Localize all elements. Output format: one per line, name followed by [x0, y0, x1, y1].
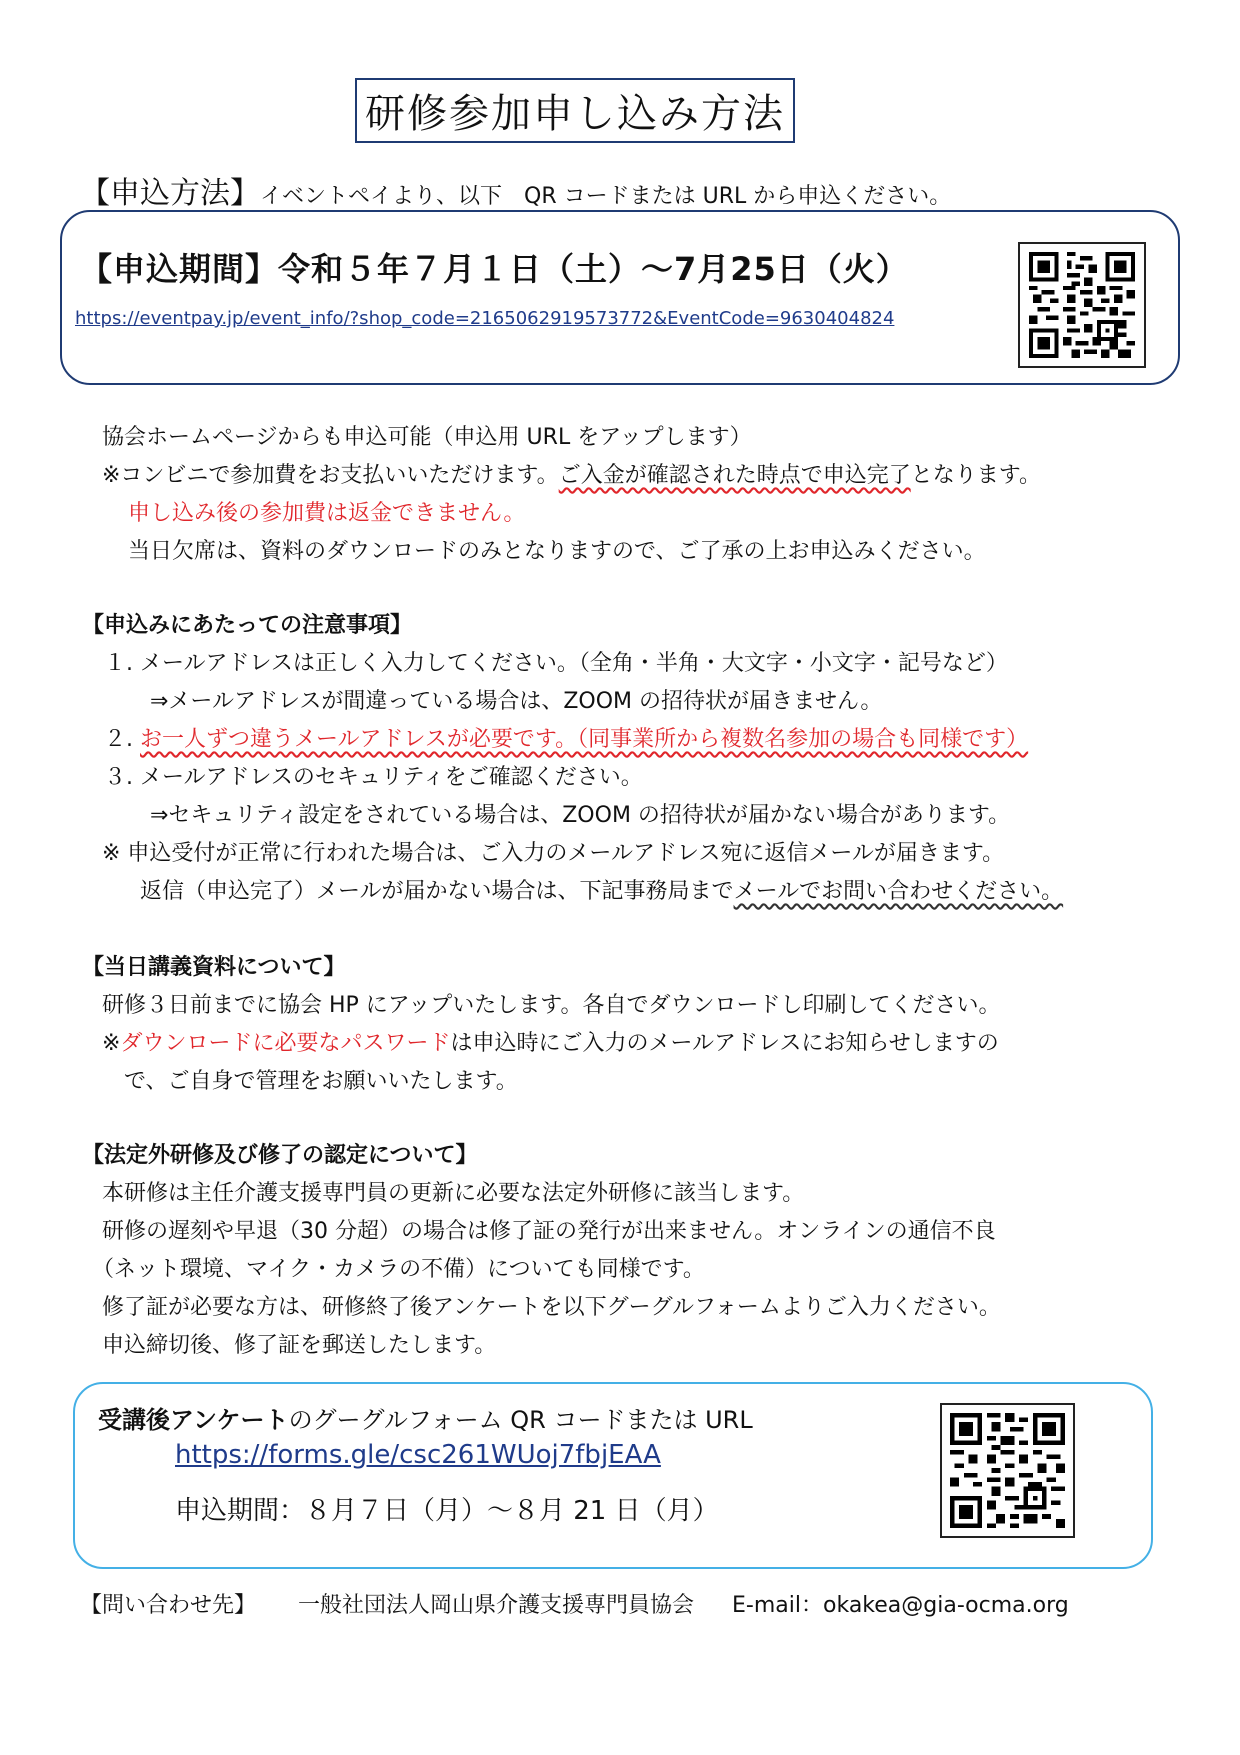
survey-period: 申込期間：８月７日（月）～８月 21 日（月）: [175, 1496, 719, 1526]
no-refund-warning: 申し込み後の参加費は返金できません。: [128, 501, 526, 526]
caution-item-1-sub: ⇒メールアドレスが間違っている場合は、ZOOM の招待状が届きません。: [150, 689, 883, 714]
application-period: 【申込期間】令和５年７月１日（土）～7月25日（火）: [80, 250, 909, 288]
survey-title-bold: 受講後アンケート: [98, 1406, 289, 1434]
password-note: ダウンロードに必要なパスワード: [120, 1031, 451, 1056]
certification-line-1: 本研修は主任介護支援専門員の更新に必要な法定外研修に該当します。: [102, 1181, 805, 1206]
materials-note-mark: ※: [102, 1031, 121, 1056]
materials-heading: 【当日講義資料について】: [82, 955, 346, 980]
payment-confirmation-note: ご入金が確認された時点で申込完了: [558, 463, 911, 488]
notes-line-4: 当日欠席は、資料のダウンロードのみとなりますので、ご了承の上お申込みください。: [128, 539, 986, 564]
materials-line-1: 研修３日前までに協会 HP にアップいたします。各自でダウンロードし印刷してください。: [102, 993, 1001, 1018]
caution-item-2-number: ２.: [104, 727, 140, 752]
materials-line-3: で、ご自身で管理をお願いいたします。: [124, 1069, 518, 1094]
notes-line-2: [102, 458, 1041, 489]
materials-line-2-text: は申込時にご入力のメールアドレスにお知らせしますの: [450, 1031, 999, 1056]
method-heading: 【申込方法】: [80, 176, 260, 211]
notes-line-2-end: となります。: [910, 463, 1041, 488]
caution-item-2: [104, 722, 1028, 753]
certification-line-2: 研修の遅刻や早退（30 分超）の場合は修了証の発行が出来ません。オンラインの通信不良: [102, 1219, 996, 1244]
caution-item-3: ３. メールアドレスのセキュリティをご確認ください。: [104, 765, 643, 790]
certification-line-4: 修了証が必要な方は、研修終了後アンケートを以下グーグルフォームよりご入力ください。: [102, 1295, 1001, 1320]
contact-info: [80, 1588, 1069, 1619]
application-period-box: [60, 210, 1180, 385]
caution-note-2-text: 返信（申込完了）メールが届かない場合は、下記事務局まで: [140, 879, 734, 904]
caution-item-2-text: お一人ずつ違うメールアドレスが必要です。（同事業所から複数名参加の場合も同様です）: [140, 727, 1029, 752]
notes-line-2-text: ※コンビニで参加費をお支払いいただけます。: [102, 463, 559, 488]
caution-item-1: １. メールアドレスは正しく入力してください。（全角・半角・大文字・小文字・記号など）: [104, 651, 1008, 676]
survey-title-rest: のグーグルフォーム QR コードまたは URL: [288, 1406, 753, 1434]
caution-heading: 【申込みにあたっての注意事項】: [82, 613, 413, 638]
certification-line-3: （ネット環境、マイク・カメラの不備）についても同様です。: [92, 1257, 705, 1282]
page-title: 研修参加申し込み方法: [355, 78, 795, 143]
materials-line-2: [102, 1026, 999, 1057]
caution-item-3-sub: ⇒セキュリティ設定をされている場合は、ZOOM の招待状が届かない場合があります。: [150, 803, 1011, 828]
method-text: イベントペイより、以下 QR コードまたは URL から申込ください。: [260, 184, 952, 209]
survey-form-link[interactable]: https://forms.gle/csc261WUoj7fbjEAA: [175, 1440, 661, 1470]
certification-line-5: 申込締切後、修了証を郵送したします。: [102, 1333, 497, 1358]
contact-email[interactable]: E-mail：okakea@gia-ocma.org: [732, 1593, 1069, 1618]
caution-note-1: ※ 申込受付が正常に行われた場合は、ご入力のメールアドレス宛に返信メールが届きます。: [102, 841, 1005, 866]
survey-qr-code: [940, 1403, 1075, 1538]
eventpay-qr-code: [1018, 242, 1146, 368]
email-inquiry-note: メールでお問い合わせください。: [733, 879, 1064, 904]
notes-line-1: 協会ホームページからも申込可能（申込用 URL をアップします）: [102, 425, 752, 450]
contact-organization: 一般社団法人岡山県介護支援専門員協会: [298, 1593, 695, 1618]
eventpay-link[interactable]: https://eventpay.jp/event_info/?shop_code=2165062919573772&EventCode=9630404824: [75, 308, 895, 329]
caution-note-2: [140, 874, 1063, 905]
contact-label: 【問い合わせ先】: [80, 1593, 257, 1618]
survey-title: [98, 1400, 753, 1435]
application-method: [80, 168, 951, 212]
certification-heading: 【法定外研修及び修了の認定について】: [82, 1143, 478, 1168]
